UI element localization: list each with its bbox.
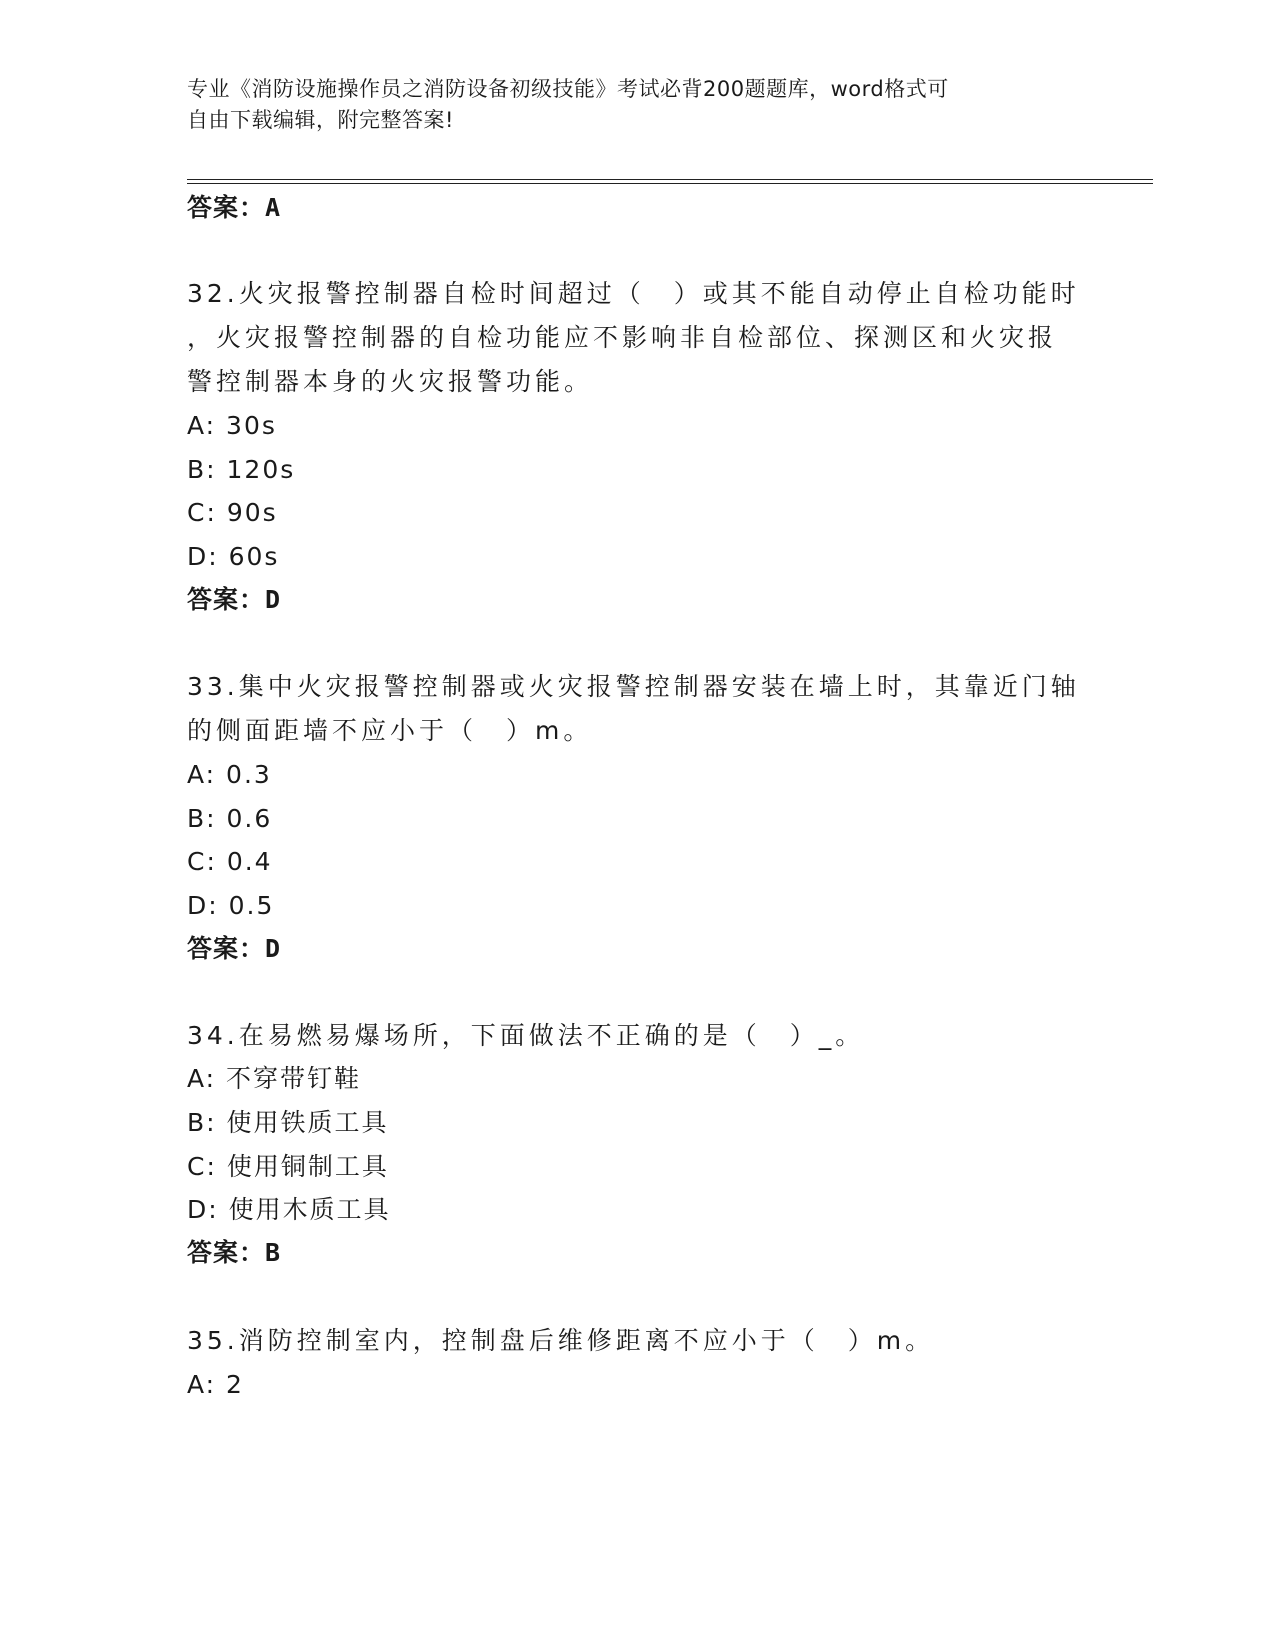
question-text-line: 警控制器本身的火灾报警功能。 bbox=[187, 367, 594, 396]
option-b: B: 使用铁质工具 bbox=[187, 1108, 389, 1137]
option-a: A: 30s bbox=[187, 411, 277, 440]
header-divider-top bbox=[187, 179, 1153, 180]
option-b: B: 0.6 bbox=[187, 804, 273, 833]
option-b: B: 120s bbox=[187, 455, 296, 484]
question-text-line: 35.消防控制室内，控制盘后维修距离不应小于（ ）m。 bbox=[187, 1326, 935, 1355]
option-d: D: 60s bbox=[187, 542, 280, 571]
header-line-2: 自由下载编辑，附完整答案! bbox=[187, 108, 454, 132]
question-text-line: 32.火灾报警控制器自检时间超过（ ）或其不能自动停止自检功能时 bbox=[187, 279, 1080, 308]
option-a: A: 2 bbox=[187, 1370, 244, 1399]
header-line-1: 专业《消防设施操作员之消防设备初级技能》考试必背200题题库，word格式可 bbox=[187, 77, 949, 101]
answer-label: 答案： bbox=[187, 585, 266, 614]
answer-value: D bbox=[265, 934, 282, 963]
option-c: C: 0.4 bbox=[187, 847, 273, 876]
option-d: D: 0.5 bbox=[187, 891, 275, 920]
option-c: C: 90s bbox=[187, 498, 278, 527]
option-a: A: 不穿带钉鞋 bbox=[187, 1064, 362, 1093]
previous-answer bbox=[187, 193, 281, 223]
document-header bbox=[187, 74, 1067, 136]
answer bbox=[187, 1238, 281, 1268]
answer bbox=[187, 934, 281, 964]
answer-value: B bbox=[265, 1238, 282, 1267]
answer-value: D bbox=[265, 585, 282, 614]
option-a: A: 0.3 bbox=[187, 760, 272, 789]
option-c: C: 使用铜制工具 bbox=[187, 1152, 389, 1181]
answer-label: 答案： bbox=[187, 934, 266, 963]
answer bbox=[187, 585, 281, 615]
option-d: D: 使用木质工具 bbox=[187, 1195, 391, 1224]
answer-value: A bbox=[265, 193, 282, 222]
question-text-line: 34.在易燃易爆场所，下面做法不正确的是（ ）_。 bbox=[187, 1021, 865, 1050]
question-text-line: ，火灾报警控制器的自检功能应不影响非自检部位、探测区和火灾报 bbox=[187, 323, 1058, 352]
question-text-line: 的侧面距墙不应小于（ ）m。 bbox=[187, 716, 593, 745]
answer-label: 答案： bbox=[187, 193, 266, 222]
header-divider-bottom bbox=[187, 183, 1153, 184]
question-text-line: 33.集中火灾报警控制器或火灾报警控制器安装在墙上时，其靠近门轴 bbox=[187, 672, 1080, 701]
answer-label: 答案： bbox=[187, 1238, 266, 1267]
